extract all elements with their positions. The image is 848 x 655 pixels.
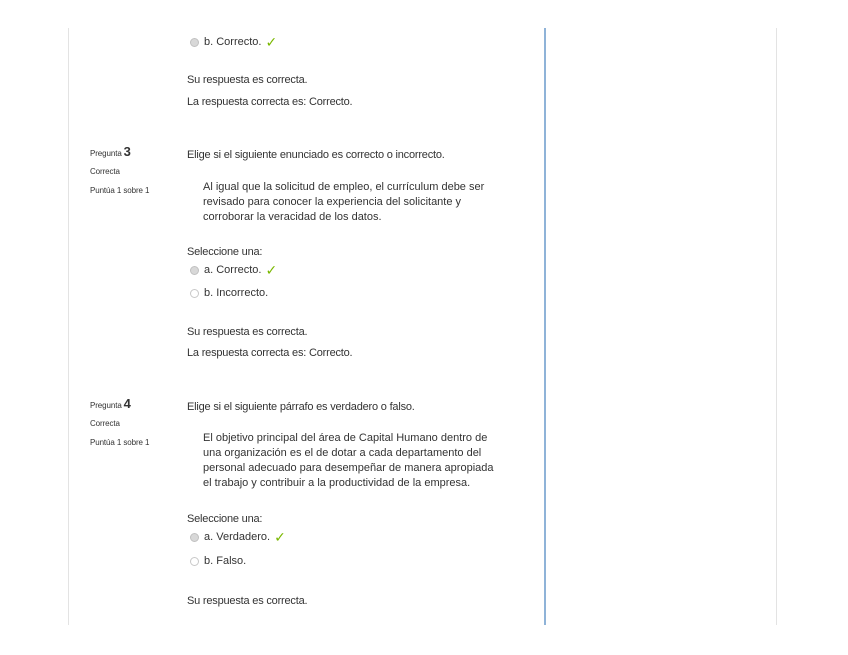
option-label: b. Correcto. — [204, 36, 262, 48]
question-number: Pregunta 4 — [90, 396, 131, 411]
radio-selected-icon[interactable] — [190, 266, 199, 275]
select-label: Seleccione una: — [187, 246, 263, 258]
question-prompt: Elige si el siguiente enunciado es correcto o incorrecto. — [187, 149, 445, 161]
radio-icon[interactable] — [190, 289, 199, 298]
question-statement: El objetivo principal del área de Capital Humano dentro de una organización es el de dotar a cada departamento del personal adecuado para desempeñar de manera apropiada el trabajo y contribuir a la productividad de la empresa. — [203, 432, 494, 489]
question-state: Correcta — [90, 167, 120, 176]
option-label: a. Verdadero. — [204, 531, 271, 543]
right-answer-text: La respuesta correcta es: Correcto. — [187, 347, 353, 359]
radio-selected-icon[interactable] — [190, 38, 199, 47]
select-label: Seleccione una: — [187, 513, 263, 525]
option-b[interactable] — [190, 286, 268, 300]
option-b[interactable] — [190, 554, 246, 568]
right-answer-text: La respuesta correcta es: Correcto. — [187, 96, 353, 108]
prev-option-b[interactable] — [190, 35, 277, 49]
radio-selected-icon[interactable] — [190, 533, 199, 542]
option-label: a. Correcto. — [204, 264, 262, 276]
check-icon: ✓ — [265, 34, 278, 50]
option-a[interactable] — [190, 263, 277, 277]
left-border — [68, 28, 69, 625]
option-a[interactable] — [190, 530, 286, 544]
option-label: b. Falso. — [204, 555, 247, 567]
question-grade: Puntúa 1 sobre 1 — [90, 186, 150, 195]
content-divider — [544, 28, 546, 625]
check-icon: ✓ — [274, 529, 286, 545]
option-label: b. Incorrecto. — [204, 287, 269, 299]
question-grade: Puntúa 1 sobre 1 — [90, 438, 150, 447]
question-state: Correcta — [90, 419, 120, 428]
question-statement: Al igual que la solicitud de empleo, el currículum debe ser revisado para conocer la experiencia del solicitante y corroborar la veracidad de los datos. — [203, 181, 485, 223]
question-number: Pregunta 3 — [90, 144, 131, 159]
right-border — [776, 28, 777, 625]
question-prompt: Elige si el siguiente párrafo es verdadero o falso. — [187, 401, 415, 413]
feedback-text: Su respuesta es correcta. — [187, 595, 308, 607]
feedback-text: Su respuesta es correcta. — [187, 74, 308, 86]
check-icon: ✓ — [265, 262, 278, 278]
radio-icon[interactable] — [190, 557, 199, 566]
feedback-text: Su respuesta es correcta. — [187, 326, 308, 338]
